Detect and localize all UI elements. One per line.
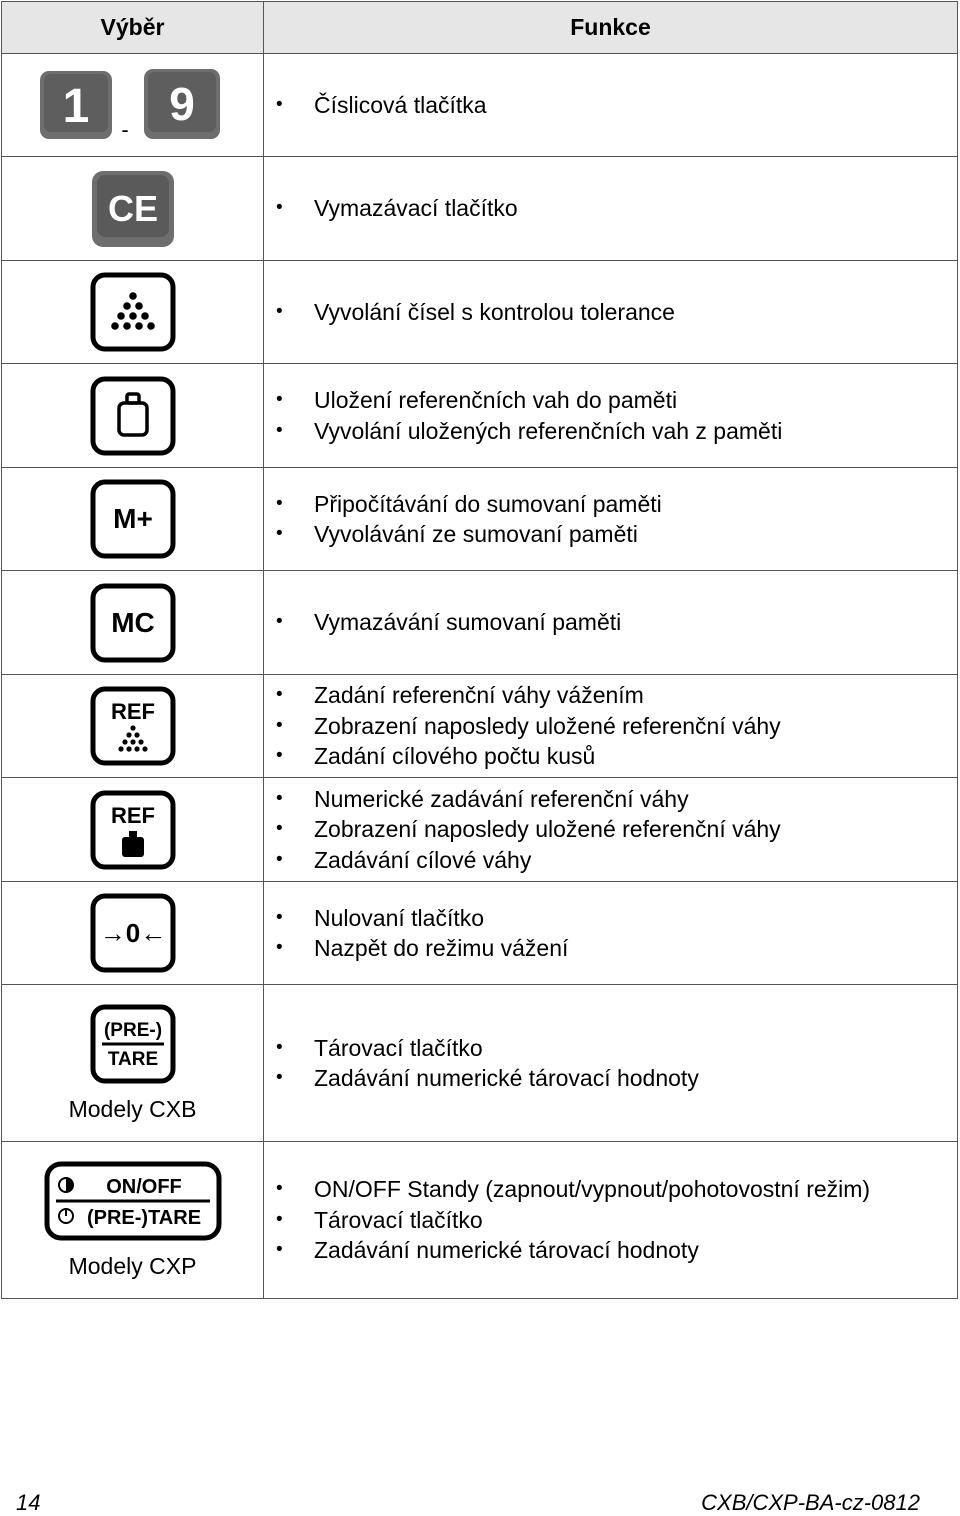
pre-tare-key-icon [90, 1004, 176, 1084]
key-label-tare: TARE [107, 1048, 158, 1070]
function-cell [264, 364, 958, 468]
function-item: • Nazpět do režimu vážení [274, 933, 957, 964]
function-item: • Zadávání numerické tárovací hodnoty [274, 1235, 957, 1266]
on-off-pre-tare-key-icon [44, 1161, 222, 1241]
key-cell [2, 882, 264, 985]
function-cell [264, 261, 958, 364]
function-cell [264, 468, 958, 571]
key-cell [2, 985, 264, 1142]
function-item: • Nulovaní tlačítko [274, 903, 957, 934]
header-selection: Výběr [2, 2, 264, 54]
zero-key-icon [90, 893, 176, 973]
function-item: • Zobrazení naposledy uložené referenční váhy [274, 814, 957, 845]
function-cell [264, 157, 958, 261]
key-label-1: 1 [62, 80, 89, 133]
key-label-zero: →0← [99, 918, 166, 948]
table-row [2, 157, 958, 261]
function-item: • Vyvolání uložených referenčních vah z paměti [274, 416, 957, 447]
function-item: • Zadání referenční váhy vážením [274, 680, 957, 711]
key-label-9: 9 [168, 78, 195, 130]
function-item: • Tárovací tlačítko [274, 1033, 957, 1064]
function-item: • ON/OFF Standy (zapnout/vypnout/pohotovostní režim) [274, 1174, 957, 1205]
model-label: Modely CXB [68, 1095, 197, 1122]
table-row [2, 882, 958, 985]
header-function: Funkce [264, 2, 958, 54]
function-item: • Zadávání numerické tárovací hodnoty [274, 1063, 957, 1094]
key-cell [2, 571, 264, 675]
key-label-pre: (PRE-) [103, 1019, 162, 1041]
function-item: • Vymazávací tlačítko [274, 193, 957, 224]
key-cell [2, 54, 264, 157]
table-row [2, 675, 958, 778]
key-cell [2, 261, 264, 364]
key-label-pre-tare: (PRE-)TARE [86, 1206, 201, 1229]
key-label-ref: REF [110, 802, 155, 828]
function-item: • Zobrazení naposledy uložené referenční váhy [274, 711, 957, 742]
function-cell [264, 675, 958, 778]
reference-weight-key-icon [90, 376, 176, 456]
page-number: 14 [16, 1490, 41, 1515]
tolerance-dots-key-icon [90, 272, 176, 352]
function-cell [264, 882, 958, 985]
function-cell [264, 778, 958, 882]
key-label-on-off: ON/OFF [105, 1175, 182, 1198]
function-table [1, 1, 958, 1299]
ce-key-icon [90, 169, 176, 249]
key-cell [2, 675, 264, 778]
function-item: • Tárovací tlačítko [274, 1205, 957, 1236]
table-row [2, 468, 958, 571]
function-item: • Připočítávání do sumovaní paměti [274, 489, 957, 520]
table-row [2, 1142, 958, 1299]
key-cell [2, 364, 264, 468]
key-label-ce: CE [107, 187, 158, 229]
function-item: • Vymazávání sumovaní paměti [274, 607, 957, 638]
key-label-ref: REF [110, 699, 155, 724]
ref-count-key-icon [90, 686, 176, 766]
function-cell [264, 985, 958, 1142]
function-item: • Uložení referenčních vah do paměti [274, 385, 957, 416]
key-label-m-plus: M+ [112, 503, 153, 534]
key-label-mc: MC [110, 606, 155, 638]
table-header-row [2, 2, 958, 54]
function-cell [264, 571, 958, 675]
key-cell [2, 468, 264, 571]
function-item: • Vyvolávání ze sumovaní paměti [274, 519, 957, 550]
key-range-separator: - [120, 117, 129, 142]
function-cell [264, 54, 958, 157]
key-cell [2, 157, 264, 261]
function-cell [264, 1142, 958, 1299]
ref-weight-key-icon [90, 790, 176, 870]
table-row [2, 364, 958, 468]
function-item: • Numerické zadávání referenční váhy [274, 784, 957, 815]
function-item: • Číslicová tlačítka [274, 90, 957, 121]
function-item: • Vyvolání čísel s kontrolou tolerance [274, 297, 957, 328]
document-id: CXB/CXP-BA-cz-0812 [701, 1490, 920, 1515]
model-label: Modely CXP [68, 1252, 197, 1279]
key-cell [2, 778, 264, 882]
table-row [2, 54, 958, 157]
table-row [2, 571, 958, 675]
digit-keys-1-9-icon [38, 67, 228, 143]
table-row [2, 778, 958, 882]
function-item: • Zadání cílového počtu kusů [274, 741, 957, 772]
table-row [2, 261, 958, 364]
function-item: • Zadávání cílové váhy [274, 845, 957, 876]
mc-key-icon [90, 583, 176, 663]
key-cell [2, 1142, 264, 1299]
table-row [2, 985, 958, 1142]
m-plus-key-icon [90, 479, 176, 559]
